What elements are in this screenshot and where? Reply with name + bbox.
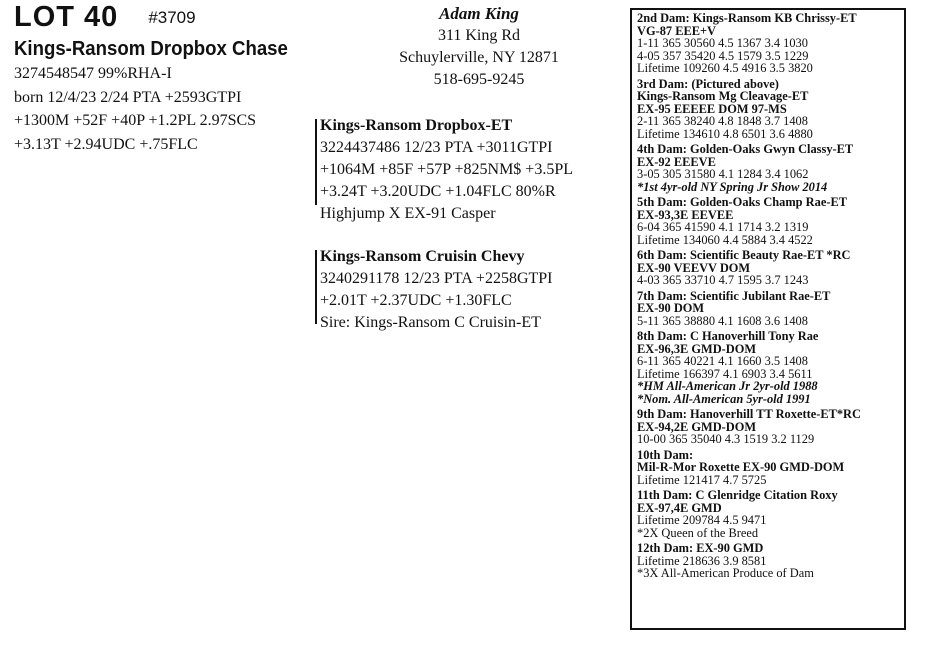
consignor-name: Adam King [439, 4, 519, 23]
pedigree-record-line: Lifetime 134060 4.4 5884 3.4 4522 [637, 232, 813, 247]
pedigree-note: *HM All-American Jr 2yr-old 1988 [637, 379, 818, 393]
pedigree-record-line: 5-11 365 38880 4.1 1608 3.6 1408 [637, 313, 808, 328]
pedigree-dam-title: 10th Dam: [637, 447, 694, 462]
pedigree-dam-entry [637, 542, 904, 580]
pedigree-dam-title: 5th Dam: Golden-Oaks Champ Rae-ET [637, 195, 847, 209]
consignor-city: Schuylerville, NY 12871 [399, 49, 559, 66]
pedigree-dam-title: EX-90 VEEVV DOM [637, 260, 751, 275]
pedigree-dam-entry [637, 78, 904, 141]
pedigree-dam-entry [637, 489, 904, 539]
sire-info-line: +3.24T +3.20UDC +1.04FLC 80%R [320, 183, 556, 200]
dam-info-line: Sire: Kings-Ransom C Cruisin-ET [320, 314, 541, 331]
pedigree-record-line: *2X Queen of the Breed [637, 525, 759, 540]
pedigree-dam-entry [637, 408, 904, 446]
sire-bracket [315, 119, 317, 205]
dam-info-line: +2.01T +2.37UDC +1.30FLC [320, 292, 512, 309]
lot-number: #3709 [148, 8, 196, 27]
consignor-phone: 518-695-9245 [433, 71, 525, 88]
pedigree-dam-title: 2nd Dam: Kings-Ransom KB Chrissy-ET [637, 11, 857, 25]
pedigree-record-line: 3-05 305 31580 4.1 1284 3.4 1062 [637, 167, 809, 181]
lot-header [14, 0, 314, 156]
pedigree-dam-title: 3rd Dam: (Pictured above) [637, 76, 779, 91]
pedigree-record-line: 6-11 365 40221 4.1 1660 3.5 1408 [637, 354, 808, 368]
pedigree-dam-entry [637, 249, 904, 287]
pedigree-record-line: *3X All-American Produce of Dam [637, 566, 814, 580]
pedigree-box [630, 8, 906, 630]
pedigree-record-line: Lifetime 134610 4.8 6501 3.6 4880 [637, 126, 813, 141]
pedigree-dam-title: 8th Dam: C Hanoverhill Tony Rae [637, 329, 819, 343]
pedigree-dam-title: EX-90 DOM [637, 301, 705, 315]
pedigree-dam-title: 11th Dam: C Glenridge Citation Roxy [637, 488, 838, 502]
pedigree-dam-title: 4th Dam: Golden-Oaks Gwyn Classy-ET [637, 142, 854, 156]
dam-name: Kings-Ransom Cruisin Chevy [320, 248, 525, 265]
pedigree-record-line: 4-05 357 35420 4.5 1579 3.5 1229 [637, 48, 809, 63]
pedigree-record-line: Lifetime 209784 4.5 9471 [637, 513, 767, 527]
parents-block [315, 115, 605, 334]
pedigree-dam-title: EX-94,2E GMD-DOM [637, 419, 757, 434]
pedigree-dam-title: 7th Dam: Scientific Jubilant Rae-ET [637, 288, 831, 303]
pedigree-note: *Nom. All-American 5yr-old 1991 [637, 391, 811, 406]
consignor-address: 311 King Rd [437, 27, 521, 44]
animal-info-line: +3.13T +2.94UDC +.75FLC [14, 135, 198, 153]
pedigree-dam-title: EX-95 EEEEE DOM 97-MS [637, 101, 787, 116]
dam-bracket [315, 250, 317, 324]
lot-title: LOT 40 [14, 1, 119, 33]
dam-info-line: 3240291178 12/23 PTA +2258GTPI [320, 270, 553, 287]
pedigree-dam-title: Mil-R-Mor Roxette EX-90 GMD-DOM [637, 460, 845, 474]
pedigree-dam-entry [637, 290, 904, 328]
pedigree-note: *1st 4yr-old NY Spring Jr Show 2014 [637, 179, 828, 194]
pedigree-record-line: 6-04 365 41590 4.1 1714 3.2 1319 [637, 220, 809, 234]
pedigree-record-line: 2-11 365 38240 4.8 1848 3.7 1408 [637, 114, 808, 128]
pedigree-record-line: Lifetime 109260 4.5 4916 3.5 3820 [637, 61, 813, 75]
pedigree-record-line: 1-11 365 30560 4.5 1367 3.4 1030 [637, 36, 808, 50]
pedigree-dam-entry [637, 449, 904, 487]
pedigree-record-line: 4-03 365 33710 4.7 1595 3.7 1243 [637, 273, 809, 287]
pedigree-dam-title: EX-93,3E EEVEE [637, 207, 734, 222]
sire-name: Kings-Ransom Dropbox-ET [320, 117, 513, 134]
pedigree-dam-entry [637, 143, 904, 193]
pedigree-dam-title: 9th Dam: Hanoverhill TT Roxette-ET*RC [637, 407, 861, 421]
sire-info-line: 3224437486 12/23 PTA +3011GTPI [320, 139, 553, 156]
animal-name: Kings-Ransom Dropbox Chase [14, 38, 288, 60]
pedigree-dam-entry [637, 196, 904, 246]
pedigree-dam-title: 6th Dam: Scientific Beauty Rae-ET *RC [637, 248, 851, 262]
pedigree-record-line: Lifetime 218636 3.9 8581 [637, 553, 767, 568]
pedigree-dam-entry [637, 330, 904, 405]
pedigree-dam-entry [637, 12, 904, 75]
pedigree-dam-title: 12th Dam: EX-90 GMD [637, 541, 764, 555]
sire-info-line: Highjump X EX-91 Casper [320, 205, 496, 222]
pedigree-record-line: Lifetime 121417 4.7 5725 [637, 472, 767, 487]
pedigree-dam-title: EX-92 EEEVE [637, 154, 716, 169]
animal-info-line: +1300M +52F +40P +1.2PL 2.97SCS [14, 112, 257, 129]
pedigree-record-line: 10-00 365 35040 4.3 1519 3.2 1129 [637, 432, 815, 446]
sire-info-line: +1064M +85F +57P +825NM$ +3.5PL [320, 161, 573, 178]
consignor-block [360, 3, 598, 91]
pedigree-record-line: Lifetime 166397 4.1 6903 3.4 5611 [637, 366, 813, 381]
pedigree-dam-title: EX-97,4E GMD [637, 500, 722, 515]
animal-info-line: 3274548547 99%RHA-I [14, 65, 172, 82]
pedigree-dam-title: EX-96,3E GMD-DOM [637, 341, 757, 356]
pedigree-dam-title: Kings-Ransom Mg Cleavage-ET [637, 89, 809, 103]
animal-info-line: born 12/4/23 2/24 PTA +2593GTPI [14, 88, 242, 106]
pedigree-dam-title: VG-87 EEE+V [637, 23, 717, 38]
